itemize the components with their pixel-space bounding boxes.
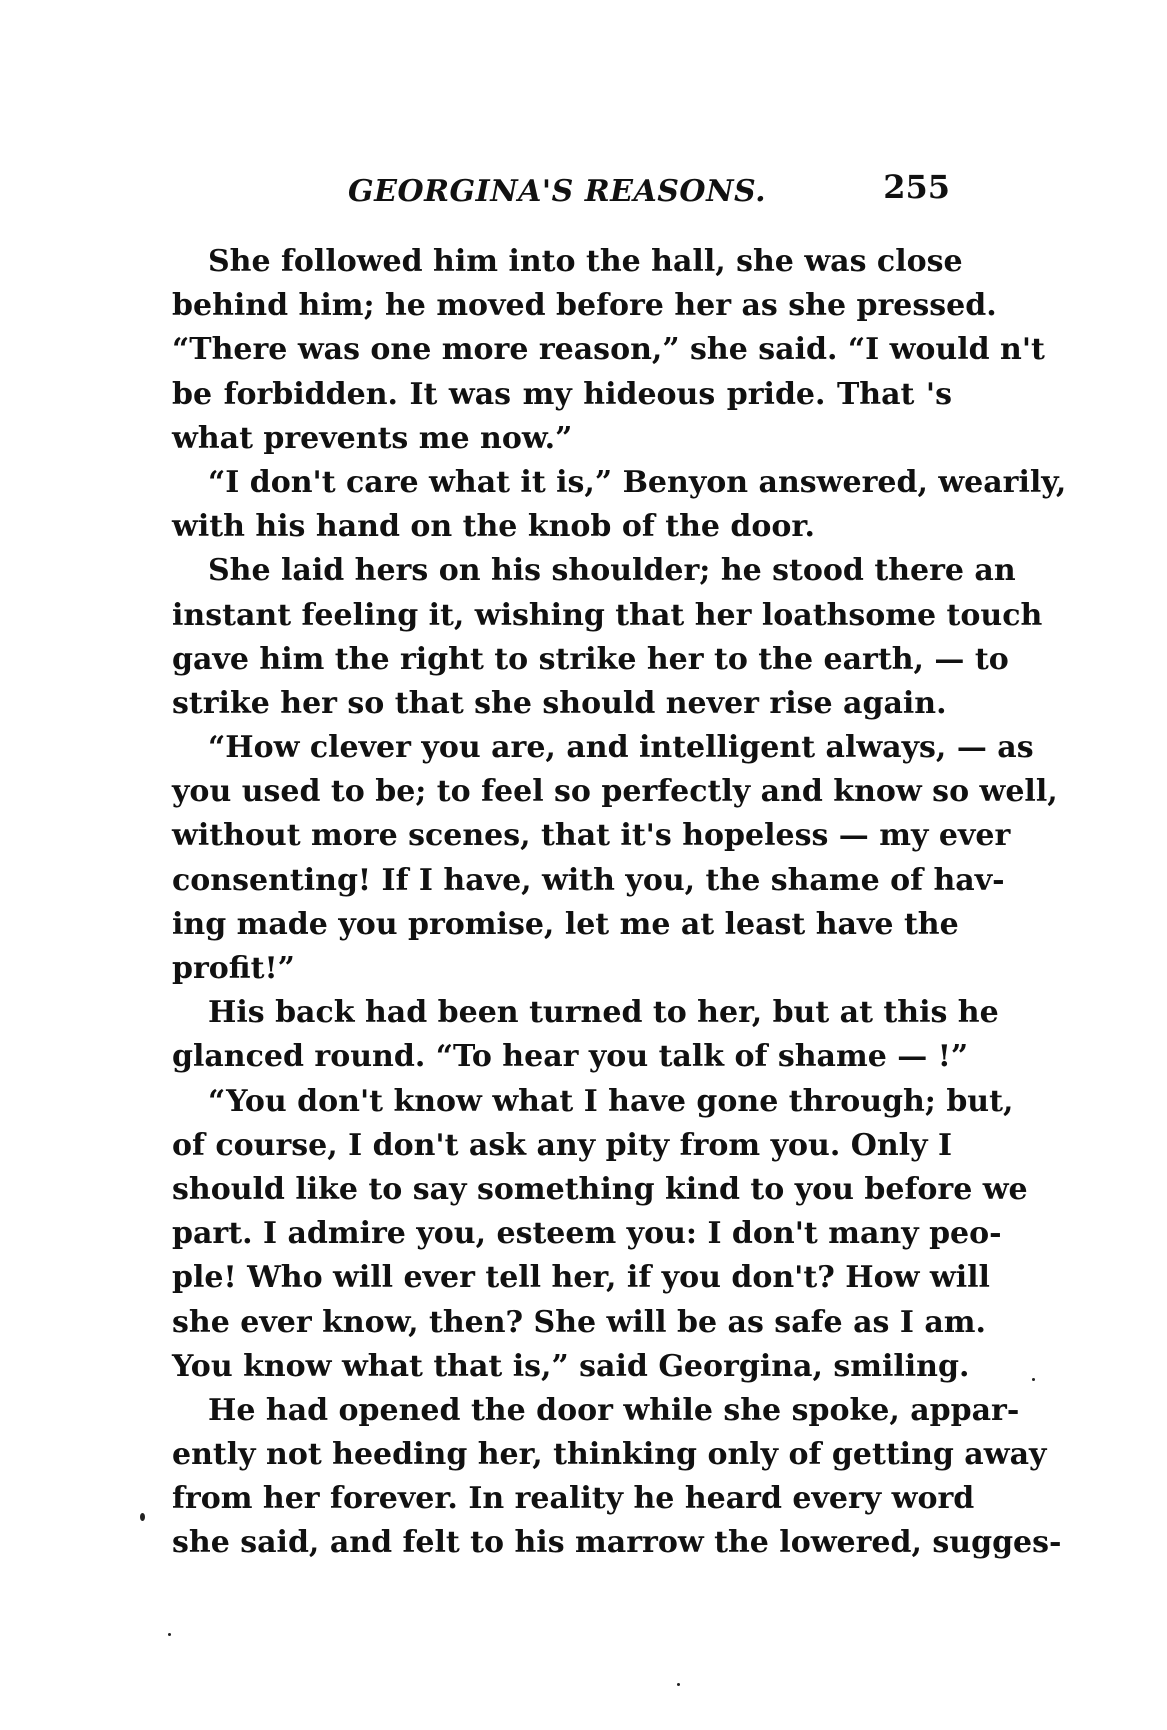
text-line: He had opened the door while she spoke, appar-: [208, 1392, 1020, 1428]
text-line: His back had been turned to her, but at this he: [208, 995, 999, 1031]
text-line: consenting! If I have, with you, the shame of hav-: [172, 862, 1005, 898]
page-header: [170, 168, 950, 218]
text-line: profit!”: [172, 951, 295, 986]
scan-speck: [140, 1513, 145, 1521]
text-line: “There was one more reason,” she said. “I would n't: [172, 332, 1045, 368]
body-text: [172, 240, 1067, 1566]
text-line: part. I admire you, esteem you: I don't many peo-: [172, 1216, 1002, 1252]
text-line: ple! Who will ever tell her, if you don't? How will: [172, 1260, 990, 1296]
text-line: She followed him into the hall, she was close: [208, 244, 963, 279]
text-line: glanced round. “To hear you talk of shame — !”: [172, 1039, 969, 1075]
text-line: be forbidden. It was my hideous pride. That 's: [172, 376, 952, 412]
text-line: what prevents me now.”: [172, 420, 573, 456]
text-line: You know what that is,” said Georgina, smiling.: [172, 1348, 970, 1384]
text-line: strike her so that she should never rise again.: [172, 685, 947, 721]
text-line: without more scenes, that it's hopeless — my ever: [172, 818, 1011, 854]
running-title: GEORGINA'S REASONS.: [348, 174, 767, 209]
scan-speck: [677, 1683, 680, 1686]
text-line: “How clever you are, and intelligent always, — as: [208, 730, 1034, 766]
text-line: from her forever. In reality he heard every word: [172, 1481, 975, 1517]
text-line: instant feeling it, wishing that her loathsome touch: [172, 597, 1043, 633]
text-line: she ever know, then? She will be as safe as I am.: [172, 1304, 986, 1340]
scan-speck: [168, 1633, 171, 1636]
page-number: 255: [883, 168, 950, 206]
text-line: behind him; he moved before her as she pressed.: [172, 288, 997, 324]
text-line: with his hand on the knob of the door.: [172, 509, 815, 545]
text-line: should like to say something kind to you before we: [172, 1171, 1028, 1207]
scan-speck: [1032, 1378, 1035, 1381]
text-line: ently not heeding her, thinking only of getting away: [172, 1437, 1047, 1473]
text-line: “I don't care what it is,” Benyon answered, wearily,: [208, 464, 1067, 500]
text-line: of course, I don't ask any pity from you. Only I: [172, 1127, 952, 1163]
text-line: “You don't know what I have gone through; but,: [208, 1083, 1014, 1119]
text-line: she said, and felt to his marrow the lowered, sugges-: [172, 1525, 1062, 1561]
text-line: you used to be; to feel so perfectly and know so well,: [172, 774, 1058, 810]
text-line: ing made you promise, let me at least have the: [172, 906, 959, 942]
text-line: She laid hers on his shoulder; he stood there an: [208, 553, 1016, 589]
text-line: gave him the right to strike her to the earth, — to: [172, 641, 1009, 677]
